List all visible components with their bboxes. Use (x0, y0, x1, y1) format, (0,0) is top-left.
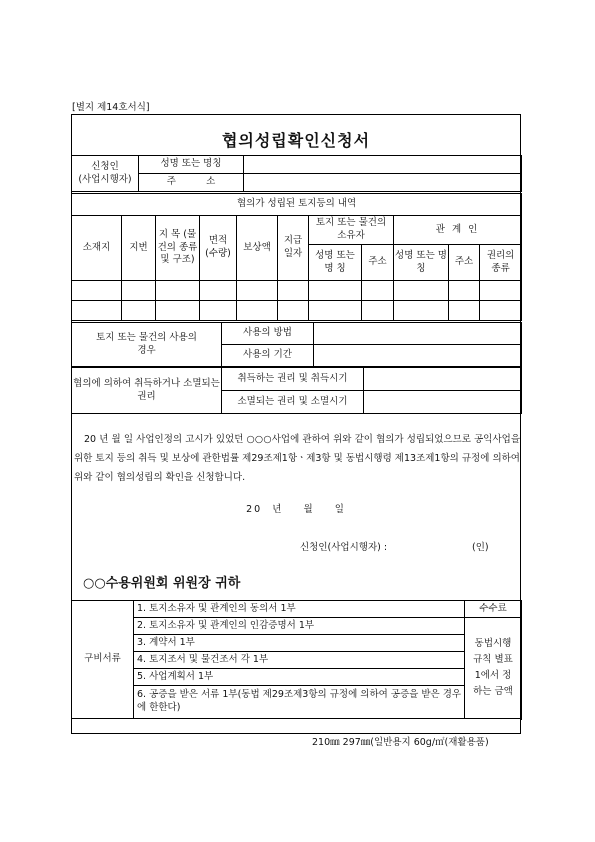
table-cell[interactable] (200, 301, 237, 321)
table-cell[interactable] (72, 281, 122, 301)
land-section-heading: 협의가 성립된 토지등의 내역 (72, 194, 522, 216)
table-cell[interactable] (362, 301, 394, 321)
table-cell[interactable] (122, 301, 156, 321)
extinguished-rights-label: 소멸되는 권리 및 소멸시기 (222, 391, 364, 414)
seal-mark: (인) (472, 542, 489, 553)
usage-period-field[interactable] (314, 345, 522, 367)
name-field[interactable] (244, 156, 522, 174)
list-item: 1. 토지소유자 및 관계인의 동의서 1부 (134, 601, 465, 618)
statement-text: 20 년 월 일 사업인정의 고시가 있었던 ○○○사업에 관하여 위와 같이 협의가 성립되었으므로 공익사업을 위한 토지 등의 취득 및 보상에 관한법률 제29조제1항ㆍ제3항 및 동법시행령 제13조제1항의 규정에 의하여 위와 같이 협의성립의 확인을 신청합니다. (74, 434, 520, 483)
applicant-label (72, 156, 139, 192)
table-cell[interactable] (72, 301, 122, 321)
acquired-rights-label: 취득하는 권리 및 취득시기 (222, 368, 364, 391)
header-interested-address: 주소 (449, 245, 480, 281)
address-label: 주 소 (139, 174, 244, 192)
header-interested-name: 성명 또는 명 칭 (394, 245, 449, 281)
list-item: 2. 토지소유자 및 관계인의 인감증명서 1부 (134, 618, 465, 635)
form-number-label: [별지 제14호서식] (72, 102, 150, 113)
acquisition-label: 협의에 의하여 취득하거나 소멸되는 권리 (72, 368, 222, 414)
paper-spec-footer: 210㎜ 297㎜(일반용지 60g/㎡(재활용품) (312, 737, 489, 748)
table-cell[interactable] (309, 301, 362, 321)
list-item: 3. 계약서 1부 (134, 635, 465, 652)
application-statement (74, 430, 520, 487)
header-location: 소재지 (72, 216, 122, 281)
acquired-rights-field[interactable] (364, 368, 522, 391)
table-cell[interactable] (394, 301, 449, 321)
table-cell[interactable] (309, 281, 362, 301)
table-cell[interactable] (156, 301, 200, 321)
usage-period-label: 사용의 기간 (222, 345, 314, 367)
land-details-table (71, 193, 522, 321)
table-cell[interactable] (480, 281, 522, 301)
application-date: 20 년 월 일 (246, 504, 346, 515)
table-cell[interactable] (278, 281, 309, 301)
header-payment-date: 지급 일자 (278, 216, 309, 281)
table-cell[interactable] (362, 281, 394, 301)
header-interested-group: 관 계 인 (394, 216, 522, 245)
table-cell[interactable] (449, 301, 480, 321)
table-cell[interactable] (156, 281, 200, 301)
acquisition-table (71, 367, 522, 414)
table-cell[interactable] (278, 301, 309, 321)
table-cell[interactable] (480, 301, 522, 321)
fee-label: 수수료 (465, 601, 522, 618)
list-item: 5. 사업계획서 1부 (134, 669, 465, 686)
table-cell[interactable] (122, 281, 156, 301)
list-item: 6. 공증을 받은 서류 1부(동법 제29조제3항의 규정에 의하여 공증을 받은 경우에 한한다) (134, 686, 465, 719)
table-row (72, 301, 522, 321)
usage-method-label: 사용의 방법 (222, 323, 314, 345)
applicant-table (71, 155, 522, 192)
applicant-label-line1: 신청인 (91, 160, 119, 172)
header-owner-name: 성명 또는 명 칭 (309, 245, 362, 281)
address-field[interactable] (244, 174, 522, 192)
page-title: 협의성립확인신청서 (221, 131, 371, 150)
usage-table (71, 322, 522, 367)
usage-label: 토지 또는 물건의 사용의 경우 (72, 323, 222, 367)
header-area: 면적 (수량) (200, 216, 237, 281)
table-cell[interactable] (237, 301, 278, 321)
attachments-label: 구비서류 (72, 601, 134, 719)
fee-text: 동법시행규칙 별표 1에서 정하는 금액 (465, 618, 522, 719)
usage-method-field[interactable] (314, 323, 522, 345)
header-owner-group: 토지 또는 물건의 소유자 (309, 216, 394, 245)
table-cell[interactable] (237, 281, 278, 301)
recipient: ○○수용위원회 위원장 귀하 (83, 576, 241, 591)
header-owner-address: 주소 (362, 245, 394, 281)
signer-label: 신청인(사업시행자) : (300, 542, 388, 553)
header-category: 지 목 (물건의 종류 및 구조) (156, 216, 200, 281)
name-label: 성명 또는 명칭 (139, 156, 244, 174)
header-interested-right: 권리의 종류 (480, 245, 522, 281)
table-cell[interactable] (200, 281, 237, 301)
table-cell[interactable] (449, 281, 480, 301)
extinguished-rights-field[interactable] (364, 391, 522, 414)
applicant-label-line2: (사업시행자) (78, 173, 132, 185)
table-cell[interactable] (394, 281, 449, 301)
table-row (72, 281, 522, 301)
header-lot: 지번 (122, 216, 156, 281)
list-item: 4. 토지조서 및 물건조서 각 1부 (134, 652, 465, 669)
attachments-table (71, 600, 522, 719)
header-compensation: 보상액 (237, 216, 278, 281)
